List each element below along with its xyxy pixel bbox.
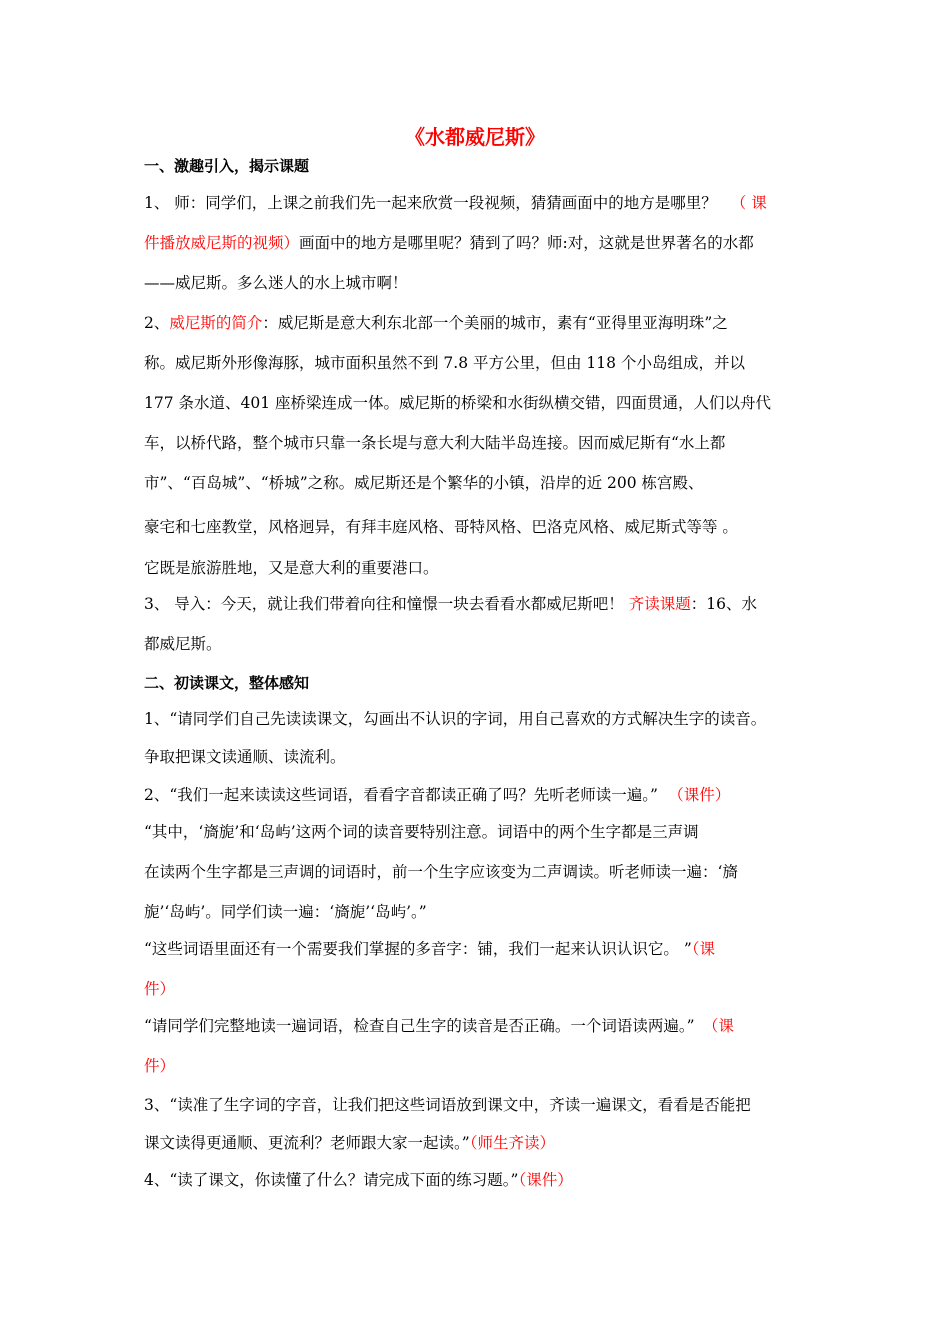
paragraph-line xyxy=(144,592,757,616)
text-run: “这些词语里面还有一个需要我们掌握的多音字：铺，我们一起来认识认识它。 ” xyxy=(144,940,692,958)
annotation-text: 件播放威尼斯的视频） xyxy=(144,234,300,252)
paragraph-line: 177 条水道、401 座桥梁连成一体。威尼斯的桥梁和水街纵横交错，四面贯通，人们以舟代 xyxy=(144,394,772,412)
text-run: 3、 导入：今天，就让我们带着向往和憧憬一块去看看水都威尼斯吧！ xyxy=(144,595,629,613)
paragraph-line: 都威尼斯。 xyxy=(144,635,222,653)
annotation-text: （师生齐读） xyxy=(469,1134,555,1152)
annotation-text: （ 课 xyxy=(730,194,767,212)
annotation-text: 件） xyxy=(144,980,176,998)
text-run: 画面中的地方是哪里呢？猜到了吗？师:对，这就是世界著名的水都 xyxy=(299,234,754,252)
paragraph-line: 旎’‘岛屿’。同学们读一遍：‘旖旎’‘岛屿’。” xyxy=(144,903,427,921)
paragraph-line: 车，以桥代路，整个城市只靠一条长堤与意大利大陆半岛连接。因而威尼斯有“水上都 xyxy=(144,434,726,452)
paragraph-line: 争取把课文读通顺、读流利。 xyxy=(144,748,346,766)
text-run: 2、“我们一起来读读这些词语，看看字音都读正确了吗？先听老师读一遍。” xyxy=(144,786,658,804)
paragraph-line: 3、“读准了生字词的字音，让我们把这些词语放到课文中，齐读一遍课文，看看是否能把 xyxy=(144,1096,751,1114)
text-run: “请同学们完整地读一遍词语，检查自己生字的读音是否正确。一个词语读两遍。” xyxy=(144,1017,695,1035)
annotation-text: （课件） xyxy=(675,786,731,804)
paragraph-line: 称。威尼斯外形像海豚，城市面积虽然不到 7.8 平方公里，但由 118 个小岛组成，并以 xyxy=(144,354,745,372)
text-run: 2、 xyxy=(144,314,170,332)
text-run: 课文读得更通顺、更流利？老师跟大家一起读。” xyxy=(144,1134,470,1152)
text-run: ：威尼斯是意大利东北部一个美丽的城市，素有“亚得里亚海明珠”之 xyxy=(262,314,728,332)
text-run: 4、“读了课文，你读懂了什么？请完成下面的练习题。” xyxy=(144,1171,519,1189)
paragraph-line: 在读两个生字都是三声调的词语时，前一个生字应该变为二声调读。听老师读一遍：‘旖 xyxy=(144,863,738,881)
paragraph-line xyxy=(144,231,754,255)
annotation-text: 齐读课题 xyxy=(628,595,691,613)
paragraph-line: 1、“请同学们自己先读读课文，勾画出不认识的字词，用自己喜欢的方式解决生字的读音。 xyxy=(144,710,767,728)
paragraph-line xyxy=(144,1168,573,1192)
text-run: ：16、水 xyxy=(690,595,757,613)
annotation-text: （课件） xyxy=(518,1171,573,1189)
paragraph-line xyxy=(144,783,730,807)
annotation-text: （课 xyxy=(710,1017,734,1035)
section-heading-1: 一、激趣引入，揭示课题 xyxy=(144,157,310,175)
paragraph-line xyxy=(144,937,715,961)
annotation-text: 威尼斯的简介 xyxy=(169,314,263,332)
text-run: 1、 师：同学们，上课之前我们先一起来欣赏一段视频，猜猜画面中的地方是哪里？ xyxy=(144,194,717,212)
paragraph-line: 它既是旅游胜地，又是意大利的重要港口。 xyxy=(144,559,439,577)
paragraph-line: “其中，‘旖旎’和‘岛屿’这两个词的读音要特别注意。词语中的两个生字都是三声调 xyxy=(144,823,699,841)
annotation-text: 件） xyxy=(144,1057,176,1075)
paragraph-line xyxy=(144,191,767,215)
paragraph-line xyxy=(144,1131,555,1155)
paragraph-line xyxy=(144,311,728,335)
paragraph-line: ——威尼斯。多么迷人的水上城市啊！ xyxy=(144,274,408,292)
paragraph-line xyxy=(144,1014,734,1038)
annotation-text: （课 xyxy=(691,940,716,958)
section-heading-2: 二、初读课文，整体感知 xyxy=(144,674,310,692)
document-title: 《水都威尼斯》 xyxy=(405,125,545,149)
paragraph-line: 市”、“百岛城”、“桥城”之称。威尼斯还是个繁华的小镇，沿岸的近 200 栋宫殿、 xyxy=(144,474,704,492)
paragraph-line: 豪宅和七座教堂，风格迥异，有拜丰庭风格、哥特风格、巴洛克风格、威尼斯式等等 。 xyxy=(144,518,738,536)
